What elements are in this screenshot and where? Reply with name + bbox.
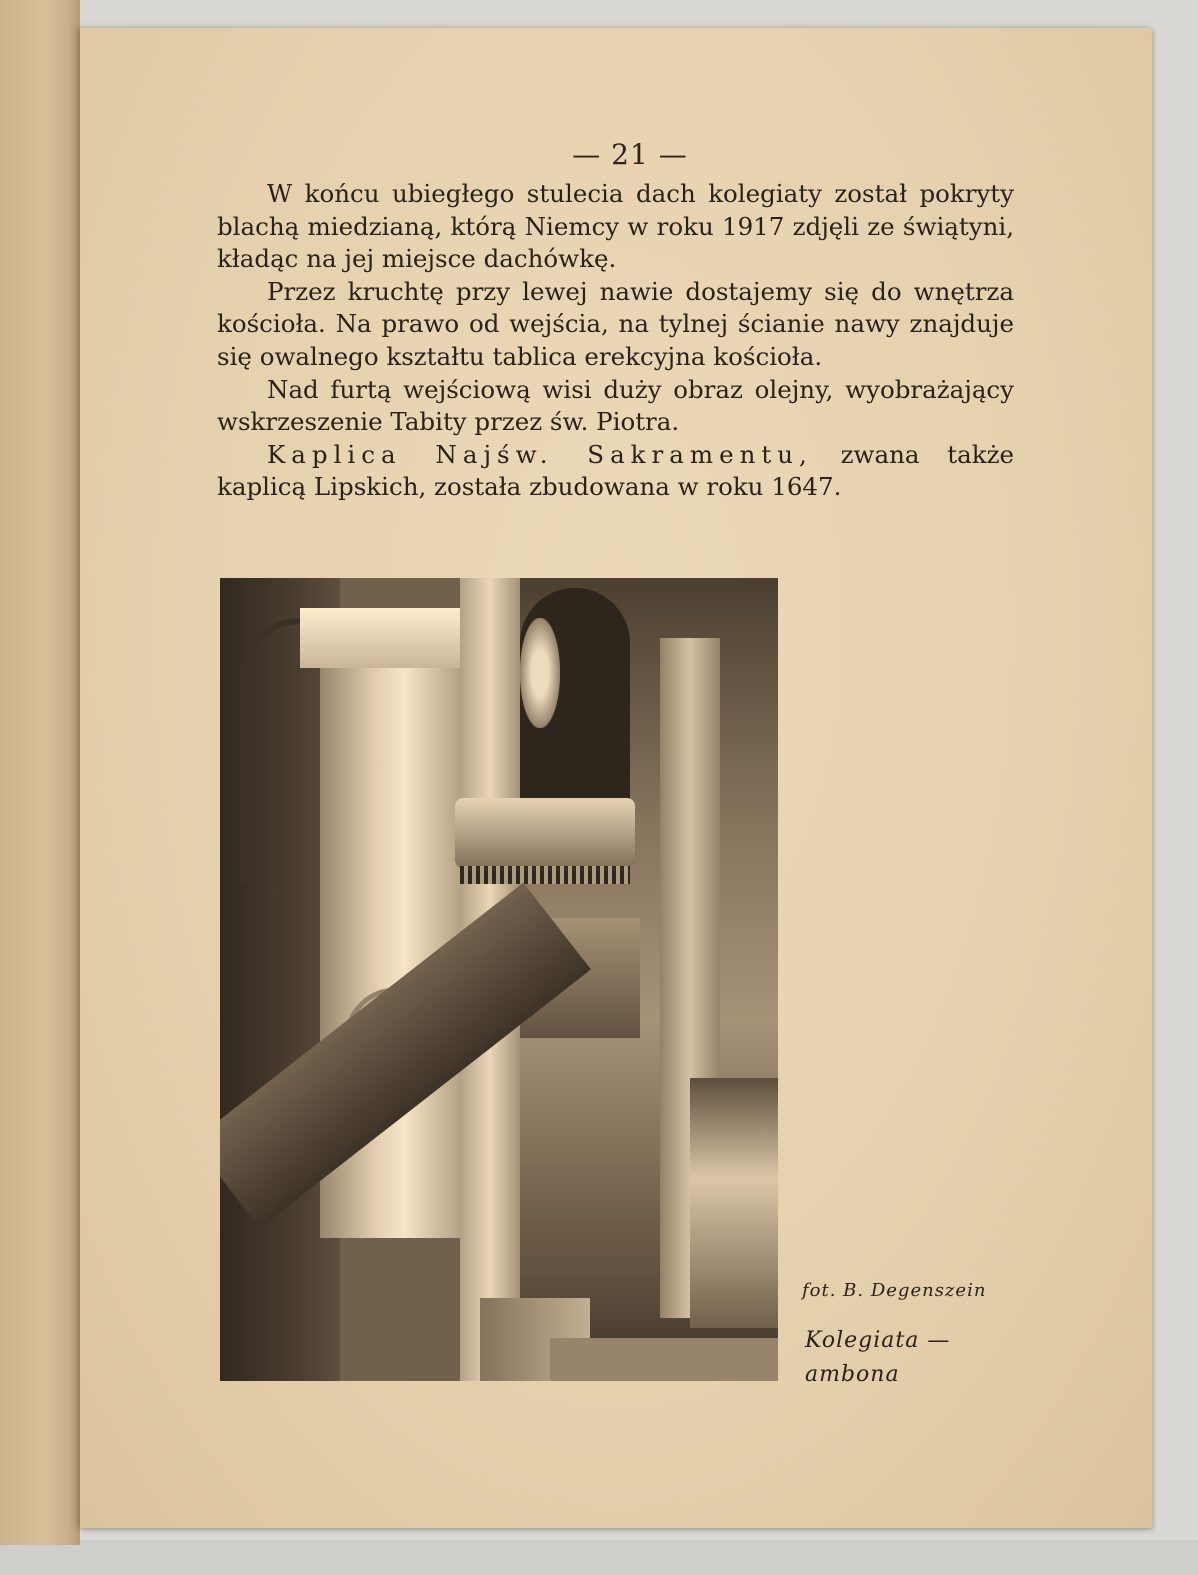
photo-title (805, 1324, 1025, 1392)
photo-title-line-2: ambona (805, 1362, 900, 1387)
photo-statue (520, 618, 560, 728)
photo-capital (300, 608, 480, 668)
left-page-edge (0, 0, 80, 1545)
photo-pulpit-canopy (455, 798, 635, 868)
paragraph-2: Przez kruchtę przy lewej nawie dostajemy się do wnętrza kościoła. Na prawo od wejścia, na tylnej ścianie nawy znajduje się owalnego kształtu tablica erekcyjna kościoła. (217, 276, 1014, 371)
paragraph-4 (217, 439, 1014, 504)
book-page (80, 28, 1152, 1528)
photo-altar (690, 1078, 778, 1328)
spaced-term: Kaplica Najśw. Sakramentu, (267, 439, 813, 469)
page-number: — 21 — (572, 138, 688, 171)
photo-pulpit-fringe (460, 866, 630, 884)
photo-floor (550, 1338, 778, 1381)
photo-title-line-1: Kolegiata — (805, 1328, 951, 1353)
photo-credit: fot. B. Degenszein (802, 1280, 987, 1301)
paragraph-4-rest: zwana także kaplicą Lipskich, została zbudowana w roku 1647. (217, 439, 1014, 502)
paragraph-3: Nad furtą wejściową wisi duży obraz olejny, wyobrażający wskrzeszenie Tabity przez św. Piotra. (217, 374, 1014, 437)
paragraph-1: W końcu ubiegłego stulecia dach kolegiaty został pokryty blachą miedzianą, którą Niemcy w roku 1917 zdjęli ze świątyni, kładąc na jej miejsce dachówkę. (217, 179, 1014, 274)
body-text (217, 178, 1014, 504)
pulpit-photograph (220, 578, 778, 1381)
background-surface (0, 1540, 1198, 1575)
